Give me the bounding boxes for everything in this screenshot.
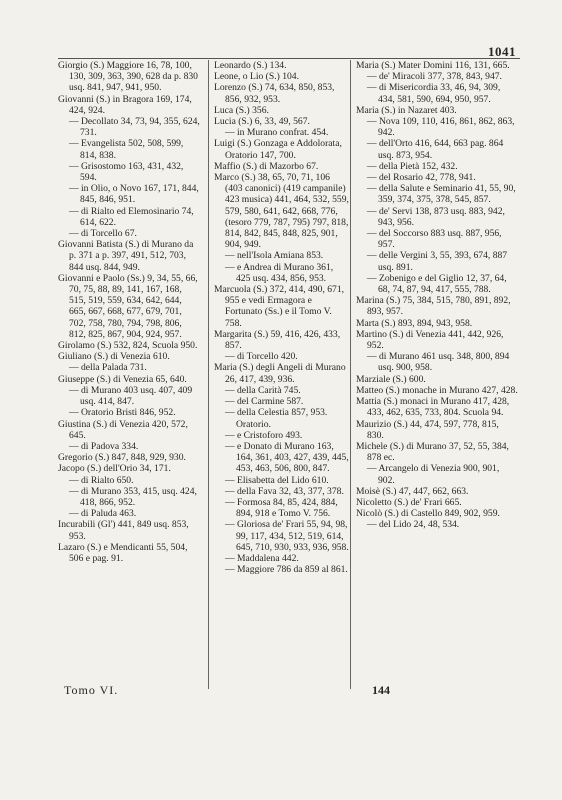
column-divider xyxy=(208,60,209,689)
index-entry: — de' Miracoli 377, 378, 843, 947. xyxy=(367,71,502,83)
index-entry: — Evangelista 502, 508, 599, 814, 838. xyxy=(69,138,184,161)
index-entry: Margarita (S.) 59, 416, 426, 433, 857. xyxy=(214,328,341,352)
index-entry: Mattia (S.) monaci in Murano 417, 428, 433, 462, 635, 733, 804. Scuola 94. xyxy=(356,396,510,419)
index-entry: — delle Vergini 3, 55, 393, 674, 887 usq. 891. xyxy=(367,250,508,273)
index-entry: — del Soccorso 883 usq. 887, 956, 957. xyxy=(367,228,502,251)
index-entry: Maria (S.) degli Angeli di Murano 26, 417, 439, 936. xyxy=(214,362,346,385)
index-entry: — del Rosario 42, 778, 941. xyxy=(367,172,476,184)
index-entry: Marco (S.) 38, 65, 70, 71, 106 (403 canonici) (419 campanile) 423 musica) 441, 464, 532, 559, 579, 580, 641, 642, 668, 776, (tesoro 779, 787, 795) 797, 818, 814, 842, 845, 848, 825, 901, 904, 949. xyxy=(214,172,349,251)
index-entry: — Oratorio Bristi 846, 952. xyxy=(69,407,176,419)
index-entry: — dell'Orto 416, 644, 663 pag. 864 usq. 873, 954. xyxy=(367,138,504,161)
index-entry: Gregorio (S.) 847, 848, 929, 930. xyxy=(58,452,186,464)
index-entry: — di Rialto 650. xyxy=(69,474,134,486)
index-entry: Maria (S.) Mater Domini 116, 131, 665. xyxy=(356,60,510,71)
index-entry: — Grisostomo 163, 431, 432, 594. xyxy=(69,160,184,184)
index-entry: — in Olio, o Novo 167, 171, 844, 845, 846, 951. xyxy=(69,183,199,206)
index-entry: Matteo (S.) monache in Murano 427, 428. xyxy=(356,384,518,396)
index-entry: — Formosa 84, 85, 424, 884, 894, 918 e Tomo V. 756. xyxy=(225,496,338,520)
index-entry: Giuliano (S.) di Venezia 610. xyxy=(58,351,170,363)
index-entry: Jacopo (S.) dell'Orio 34, 171. xyxy=(58,463,171,475)
index-entry: Giuseppe (S.) di Venezia 65, 640. xyxy=(58,373,187,385)
index-entry: — Zobenigo e del Giglio 12, 37, 64, 68, 74, 87, 94, 417, 555, 788. xyxy=(367,272,507,296)
index-entry: — Nova 109, 110, 416, 861, 862, 863, 942. xyxy=(367,116,515,139)
index-entry: — della Celestia 857, 953. Oratorio. xyxy=(225,407,328,430)
index-entry: Luca (S.) 356. xyxy=(214,104,269,116)
index-entry: — della Carità 745. xyxy=(225,384,301,396)
index-entry: Giustina (S.) di Venezia 420, 572, 645. xyxy=(58,418,188,441)
index-entry: Girolamo (S.) 532, 824, Scuola 950. xyxy=(58,340,198,352)
index-entry: — e Cristoforo 493. xyxy=(225,429,303,441)
index-entry: Luigi (S.) Gonzaga e Addolorata, Oratorio 147, 700. xyxy=(214,138,342,161)
index-entry: — Arcangelo di Venezia 900, 901, 902. xyxy=(367,463,500,486)
index-entry: — di Murano 353, 415, usq. 424, 418, 866, 952. xyxy=(69,485,197,508)
index-entry: — di Padova 334. xyxy=(69,440,139,452)
index-entry: — di Torcello 420. xyxy=(225,351,298,363)
index-entry: — e Donato di Murano 163, 164, 361, 403, 427, 439, 445, 453, 463, 506, 800, 847. xyxy=(225,440,349,475)
index-entry: — della Pietà 152, 432. xyxy=(367,160,458,172)
page-number: 1041 xyxy=(488,44,516,59)
index-entry: Lucia (S.) 6, 33, 49, 567. xyxy=(214,116,310,128)
index-entry: — de' Servi 138, 873 usq. 883, 942, 943, 956. xyxy=(367,205,505,228)
book-page xyxy=(58,44,520,689)
index-entry: Moisè (S.) 47, 447, 662, 663. xyxy=(356,485,469,497)
index-entry: Maffio (S.) di Mazorbo 67. xyxy=(214,160,319,172)
index-entry: — di Misericordia 33, 46, 94, 309, 434, 581, 590, 694, 950, 957. xyxy=(367,82,501,105)
index-entry: Giovanni Batista (S.) di Murano da p. 371 a p. 397, 491, 512, 703, 844 usq. 844, 949. xyxy=(58,239,194,273)
index-entry: — Elisabetta del Lido 610. xyxy=(225,474,329,486)
index-entry: — di Paluda 463. xyxy=(69,508,137,520)
index-entry: Giorgio (S.) Maggiore 16, 78, 100, 130, 309, 363, 390, 628 da p. 830 usq. 841, 947, 941, 950. xyxy=(58,60,198,94)
index-entry: Maurizio (S.) 44, 474, 597, 778, 815, 830. xyxy=(356,418,499,441)
index-entry: Lorenzo (S.) 74, 634, 850, 853, 856, 932, 953. xyxy=(214,82,335,105)
index-entry: Maria (S.) in Nazaret 403. xyxy=(356,104,457,116)
index-entry: Nicolò (S.) di Castello 849, 902, 959. xyxy=(356,508,500,520)
index-entry: Giovanni (S.) in Bragora 169, 174, 424, 924. xyxy=(58,93,192,116)
index-entry: — di Murano 461 usq. 348, 800, 894 usq. 900, 958. xyxy=(367,351,510,374)
volume-label: Tomo VI. xyxy=(64,683,119,697)
header-rule xyxy=(58,58,520,59)
index-column-3 xyxy=(356,60,518,531)
index-entry: — in Murano confrat. 454. xyxy=(225,127,329,139)
index-entry: — della Salute e Seminario 41, 55, 90, 359, 374, 375, 378, 545, 857. xyxy=(367,183,516,206)
index-entry: Marta (S.) 893, 894, 943, 958. xyxy=(356,317,473,329)
index-entry: — del Lido 24, 48, 534. xyxy=(367,519,460,531)
index-entry: Leonardo (S.) 134. xyxy=(214,60,287,71)
index-entry: Lazaro (S.) e Mendicanti 55, 504, 506 e pag. 91. xyxy=(58,541,188,564)
index-entry: — di Murano 403 usq. 407, 409 usq. 414, 847. xyxy=(69,384,193,408)
index-entry: Martino (S.) di Venezia 441, 442, 926, 952. xyxy=(356,328,504,352)
index-entry: Nicoletto (S.) de' Frari 665. xyxy=(356,496,462,508)
index-entry: — nell'Isola Amiana 853. xyxy=(225,250,324,262)
index-entry: — di Rialto ed Elemosinario 74, 614, 622. xyxy=(69,205,194,228)
column-divider xyxy=(350,60,351,689)
index-entry: — della Fava 32, 43, 377, 378. xyxy=(225,485,344,497)
index-entry: Marcuola (S.) 372, 414, 490, 671, 955 e vedi Ermagora e Fortunato (Ss.) e il Tomo V. 758. xyxy=(214,284,345,329)
index-entry: — Decollato 34, 73, 94, 355, 624, 731. xyxy=(69,116,200,139)
index-entry: Giovanni e Paolo (Ss.) 9, 34, 55, 66, 70, 75, 88, 89, 141, 167, 168, 515, 519, 559, 634, 642, 644, 665, 667, 668, 677, 679, 701, 702, 758, 780, 794, 798, 806, 812, 825, 867, 904, 924, 957. xyxy=(58,272,198,340)
index-entry: Marina (S.) 75, 384, 515, 780, 891, 892, 893, 957. xyxy=(356,295,511,318)
index-column-1 xyxy=(58,60,200,564)
index-entry: — Maggiore 786 da 859 al 861. xyxy=(225,564,348,576)
index-entry: — del Carmine 587. xyxy=(225,396,304,408)
index-column-2 xyxy=(214,60,349,575)
index-entry: — Maddalena 442. xyxy=(225,552,299,564)
index-entry: Leone, o Lio (S.) 104. xyxy=(214,71,299,83)
index-entry: — e Andrea di Murano 361, 425 usq. 434, 856, 953. xyxy=(225,261,334,284)
index-entry: Marziale (S.) 600. xyxy=(356,373,426,385)
index-entry: — della Palada 731. xyxy=(69,362,147,374)
index-entry: Michele (S.) di Murano 37, 52, 55, 384, 878 ec. xyxy=(356,440,509,464)
index-entry: — di Torcello 67. xyxy=(69,228,137,240)
signature-mark: 144 xyxy=(372,683,390,697)
index-entry: Incurabili (Gl') 441, 849 usq. 853, 953. xyxy=(58,519,189,542)
index-entry: — Gloriosa de' Frari 55, 94, 98, 99, 117, 434, 512, 519, 614, 645, 710, 930, 933, 936, 958. xyxy=(225,519,349,553)
